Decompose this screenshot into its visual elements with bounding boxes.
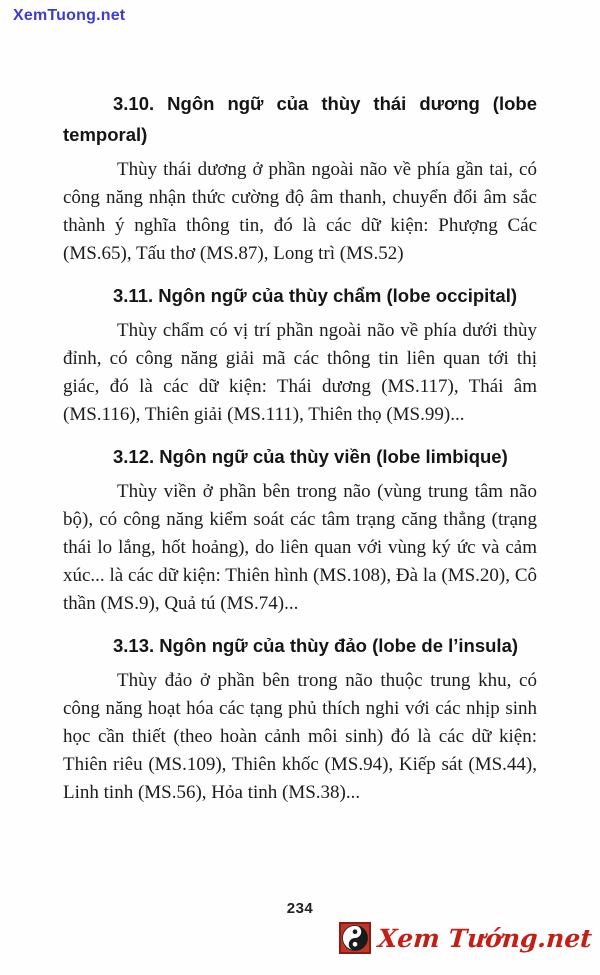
section-paragraph-3-13: Thùy đảo ở phần bên trong não thuộc trung khu, có công năng hoạt hóa các tạng phủ thích nghi với các nhịp sinh học cần thiết (theo hoàn cảnh môi sinh) đó là các dữ kiện: Thiên riêu (MS.109), Thiên khốc (MS.94), Kiếp sát (MS.44), Linh tinh (MS.56), Hỏa tinh (MS.38)... — [63, 670, 537, 803]
yin-yang-icon — [339, 922, 371, 954]
section-paragraph-3-11: Thùy chẩm có vị trí phần ngoài não về phía dưới thùy đỉnh, có công năng giải mã các thông tin liên quan tới thị giác, đó là các dữ kiện: Thái dương (MS.117), Thái âm (MS.116), Thiên giải (MS.111), Thiên thọ (MS.99)... — [63, 320, 537, 425]
section-heading-3-11: 3.11. Ngôn ngữ của thùy chẩm (lobe occipital) — [113, 285, 518, 306]
site-logo-text: Xem Tướng.net — [377, 923, 594, 953]
section-paragraph-3-12: Thùy viền ở phần bên trong não (vùng trung tâm não bộ), có công năng kiểm soát các tâm trạng căng thẳng (trạng thái lo lắng, hốt hoảng), do liên quan với vùng ký ức và cảm xúc... là các dữ kiện: Thiên hình (MS.108), Đà la (MS.20), Cô thần (MS.9), Quả tú (MS.74)... — [63, 481, 537, 614]
section-heading-3-13: 3.13. Ngôn ngữ của thùy đảo (lobe de l’insula) — [113, 635, 519, 656]
section-heading-3-12: 3.12. Ngôn ngữ của thùy viền (lobe limbique) — [113, 446, 508, 467]
page-content — [63, 76, 537, 807]
section-heading-3-10: 3.10. Ngôn ngữ của thùy thái dương (lobe temporal) — [63, 93, 537, 145]
site-logo — [339, 922, 592, 954]
section-paragraph-3-10: Thùy thái dương ở phần ngoài não về phía gần tai, có công năng nhận thức cường độ âm thanh, chuyển đổi âm sắc thành ý nghĩa thông tin, đó là các dữ kiện: Phượng Các (MS.65), Tấu thơ (MS.87), Long trì (MS.52) — [63, 159, 537, 264]
page-number: 234 — [286, 900, 314, 917]
watermark-site-name: XemTuong.net — [13, 7, 126, 24]
